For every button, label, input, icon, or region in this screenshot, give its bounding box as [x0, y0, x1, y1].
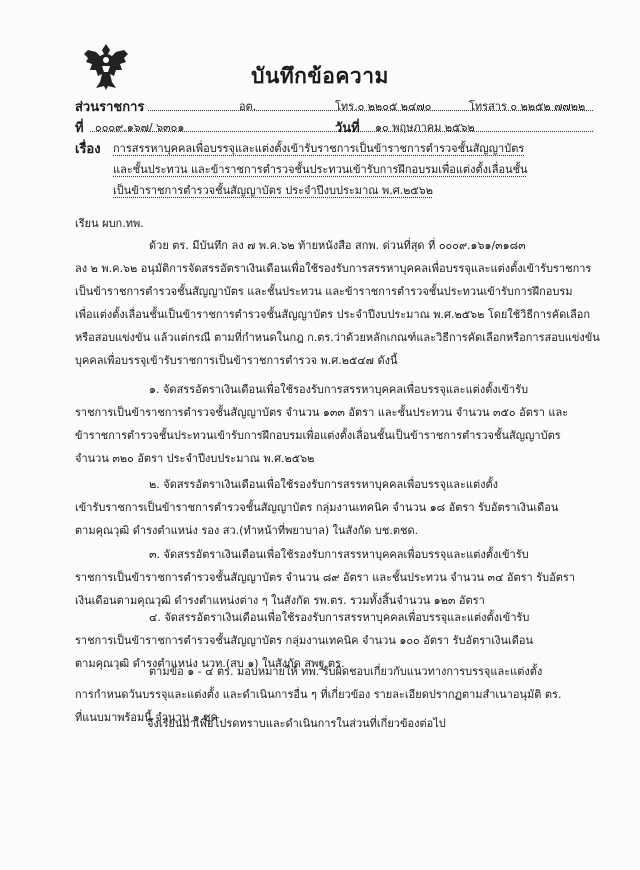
body-item-3: ๓. จัดสรรอัตราเงินเดือนเพื่อใช้รองรับการสรรหาบุคคลเพื่อบรรจุและแต่งตั้งเข้ารับ ราชการเป็นข้าราชการตำรวจชั้นสัญญาบัตร จำนวน ๘๙ อัตรา และชั้นประทวน จำนวน ๓๔ อัตรา รับอัตรา เงินเดือนตามคุณวุฒิ ดำรงตำแหน่งต่าง ๆ ในสังกัด รพ.ตร. รวมทั้งสิ้นจำนวน ๑๒๓ อัตรา — [75, 548, 575, 607]
department-label: ส่วนราชการ — [75, 100, 145, 115]
closing-sentence: จึงเรียนมาเพื่อโปรดทราบและดำเนินการในส่วนที่เกี่ยวข้องต่อไป — [147, 717, 446, 730]
body-paragraph-assignment: ตามข้อ ๑ - ๔ ตร. มอบหมายให้ ทพ. รับผิดชอบเกี่ยวกับแนวทางการบรรจุและแต่งตั้ง การกำหนดวันบรรจุและแต่งตั้ง และดำเนินการอื่น ๆ ที่เกี่ยวข้อง รายละเอียดปรากฏตามสำเนาอนุมัติ ตร. ที่แนบมาพร้อมนี้ จำนวน ๑ ชุด — [75, 665, 562, 724]
memo-title: บันทึกข้อความ — [251, 64, 389, 88]
body-item-4: ๔. จัดสรรอัตราเงินเดือนเพื่อใช้รองรับการสรรหาบุคคลเพื่อบรรจุและแต่งตั้งเข้ารับ ราชการเป็นข้าราชการตำรวจชั้นสัญญาบัตร กลุ่มงานเทคนิค จำนวน ๑๐๐ อัตรา รับอัตราเงินเดือน ตามคุณวุฒิ ดำรงตำแหน่ง นวท.(สบ ๑) ในสังกัด สพฐ.ตร. — [75, 611, 533, 670]
ref-number: ๐๐๐๙.๑๖๗/ ๖๓๐๑ — [95, 121, 185, 134]
salutation: เรียน ผบก.ทพ. — [75, 217, 144, 230]
body-item-1: ๑. จัดสรรอัตราเงินเดือนเพื่อใช้รองรับการสรรหาบุคคลเพื่อบรรจุและแต่งตั้งเข้ารับ ราชการเป็นข้าราชการตำรวจชั้นสัญญาบัตร จำนวน ๑๓๓ อัตรา และชั้นประทวน จำนวน ๓๕๐ อัตรา และ ข้าราชการตำรวจชั้นประทวนเข้ารับการฝึกอบรมเพื่อแต่งตั้งเลื่อนชั้นเป็นข้าราชการตำรวจชั้นสัญญาบัตร จำนวน ๓๒๐ อัตรา ประจำปีงบประมาณ พ.ศ.๒๕๖๒ — [75, 383, 569, 465]
subject-label: เรื่อง — [75, 142, 101, 157]
department-value: อต. — [239, 100, 257, 113]
subject-line-3: เป็นข้าราชการตำรวจชั้นสัญญาบัตร ประจำปีงบประมาณ พ.ศ.๒๕๖๒ — [113, 184, 433, 197]
fax-number: โทรสาร ๐ ๒๒๕๒ ๗๗๒๒ — [469, 100, 586, 113]
subject-line-2: และชั้นประทวน และข้าราชการตำรวจชั้นประทวนเข้ารับการฝึกอบรมเพื่อแต่งตั้งเลื่อนชั้น — [113, 163, 528, 176]
date-value: ๑๐ พฤษภาคม ๒๕๖๒ — [375, 121, 475, 134]
ref-label: ที่ — [75, 121, 84, 136]
phone-number: โทร.๐ ๒๒๐๕ ๒๔๗๐ — [335, 100, 432, 113]
body-item-2: ๒. จัดสรรอัตราเงินเดือนเพื่อใช้รองรับการสรรหาบุคคลเพื่อบรรจุและแต่งตั้ง เข้ารับราชการเป็นข้าราชการตำรวจชั้นสัญญาบัตร กลุ่มงานเทคนิค จำนวน ๑๘ อัตรา รับอัตราเงินเดือน ตามคุณวุฒิ ดำรงตำแหน่ง รอง สว.(ทำหน้าที่พยาบาล) ในสังกัด บช.ตชด. — [75, 478, 559, 537]
body-paragraph-intro: ด้วย ตร. มีบันทึก ลง ๗ พ.ค.๖๒ ท้ายหนังสือ สกพ. ด่วนที่สุด ที่ ๐๐๐๙.๑๖๑/๓๑๘๓ ลง ๒ พ.ค.๖๒ อนุมัติการจัดสรรอัตราเงินเดือนเพื่อใช้รองรับการสรรหาบุคคลเพื่อบรรจุและแต่งตั้งเข้ารับราชการ เป็นข้าราชการตำรวจชั้นสัญญาบัตร และชั้นประทวน และข้าราชการตำรวจชั้นประทวนเข้ารับการฝึกอบรม เพื่อแต่งตั้งเลื่อนชั้นเป็นข้าราชการตำรวจชั้นสัญญาบัตร ประจำปีงบประมาณ พ.ศ.๒๕๖๒ โดยใช้วิธีการคัดเลือก หรือสอบแข่งขัน แล้วแต่กรณี ตามที่กำหนดในกฎ ก.ตร.ว่าด้วยหลักเกณฑ์และวิธีการคัดเลือกหรือการสอบแข่งขัน บุคคลเพื่อบรรจุเข้ารับราชการเป็นข้าราชการตำรวจ พ.ศ.๒๕๔๗ ดังนี้ — [75, 239, 600, 367]
date-label: วันที่ — [335, 121, 360, 136]
subject-line-1: การสรรหาบุคคลเพื่อบรรจุและแต่งตั้งเข้ารับราชการเป็นข้าราชการตำรวจชั้นสัญญาบัตร — [113, 142, 525, 155]
